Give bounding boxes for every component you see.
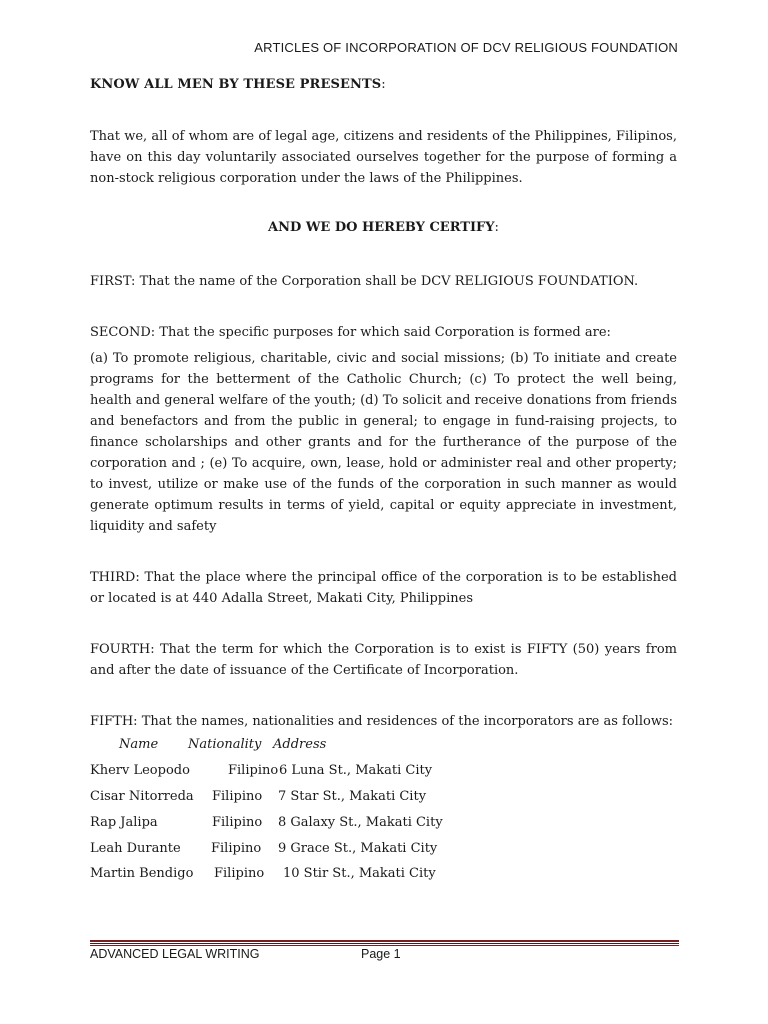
preamble-heading-colon: :	[381, 77, 386, 92]
table-row	[90, 815, 677, 837]
intro-paragraph: That we, all of whom are of legal age, citizens and residents of the Philippines, Filipinos, have on this day voluntarily associated ourselves together for the purpose of forming a non-stock religious corporation under the laws of the Philippines.	[90, 129, 677, 186]
incorporator-nationality: Filipino	[212, 815, 263, 830]
footer-divider	[90, 940, 679, 942]
article-fifth: FIFTH: That the names, nationalities and residences of the incorporators are as follows:	[90, 714, 674, 729]
header-nationality: Nationality	[188, 737, 262, 752]
incorporator-address: 7 Star St., Makati City	[278, 789, 427, 804]
incorporator-address: 6 Luna St., Makati City	[279, 763, 433, 778]
page-header-title: ARTICLES OF INCORPORATION OF DCV RELIGIOUS FOUNDATION	[254, 40, 678, 55]
incorporator-address: 10 Stir St., Makati City	[283, 866, 436, 881]
table-row	[90, 841, 677, 863]
incorporator-name: Rap Jalipa	[90, 815, 158, 830]
header-address: Address	[273, 737, 327, 752]
footer-page-number: Page 1	[361, 947, 401, 961]
incorporator-name: Kherv Leopodo	[90, 763, 190, 778]
incorporator-address: 8 Galaxy St., Makati City	[278, 815, 443, 830]
table-row	[90, 789, 677, 811]
preamble-heading	[90, 77, 386, 92]
footer-divider	[90, 943, 679, 944]
purposes-paragraph: (a) To promote religious, charitable, civic and social missions; (b) To initiate and create programs for the betterment of the Catholic Church; (c) To protect the well being, health and general welfare of the youth; (d) To solicit and receive donations from friends and benefactors and from the public in general; to engage in fund-raising projects, to finance scholarships and other grants and for the furtherance of the purpose of the corporation and ; (e) To acquire, own, lease, hold or administer real and other property; to invest, utilize or make use of the funds of the corporation in such manner as would generate optimum results in terms of yield, capital or equity appreciate in investment, liquidity and safety	[90, 351, 677, 534]
article-first: FIRST: That the name of the Corporation shall be DCV RELIGIOUS FOUNDATION.	[90, 274, 639, 289]
footer-divider	[90, 945, 679, 946]
incorporators-table-header	[90, 737, 677, 759]
table-row	[90, 866, 677, 888]
table-row	[90, 763, 677, 785]
certify-heading-colon: :	[494, 220, 499, 235]
incorporator-address: 9 Grace St., Makati City	[278, 841, 438, 856]
certify-heading	[90, 220, 677, 235]
header-name: Name	[119, 737, 159, 752]
article-fourth: FOURTH: That the term for which the Corporation is to exist is FIFTY (50) years from and after the date of issuance of the Certificate of Incorporation.	[90, 642, 677, 678]
incorporator-nationality: Filipino	[228, 763, 279, 778]
incorporator-nationality: Filipino	[214, 866, 265, 881]
footer-course-title: ADVANCED LEGAL WRITING	[90, 947, 260, 961]
incorporator-name: Martin Bendigo	[90, 866, 194, 881]
incorporator-name: Cisar Nitorreda	[90, 789, 194, 804]
incorporator-nationality: Filipino	[212, 789, 263, 804]
certify-heading-text: AND WE DO HEREBY CERTIFY	[268, 220, 495, 235]
preamble-heading-text: KNOW ALL MEN BY THESE PRESENTS	[90, 77, 382, 92]
article-second: SECOND: That the specific purposes for which said Corporation is formed are:	[90, 325, 611, 340]
incorporator-nationality: Filipino	[211, 841, 262, 856]
incorporator-name: Leah Durante	[90, 841, 181, 856]
article-third: THIRD: That the place where the principal office of the corporation is to be established or located is at 440 Adalla Street, Makati City, Philippines	[90, 570, 677, 606]
